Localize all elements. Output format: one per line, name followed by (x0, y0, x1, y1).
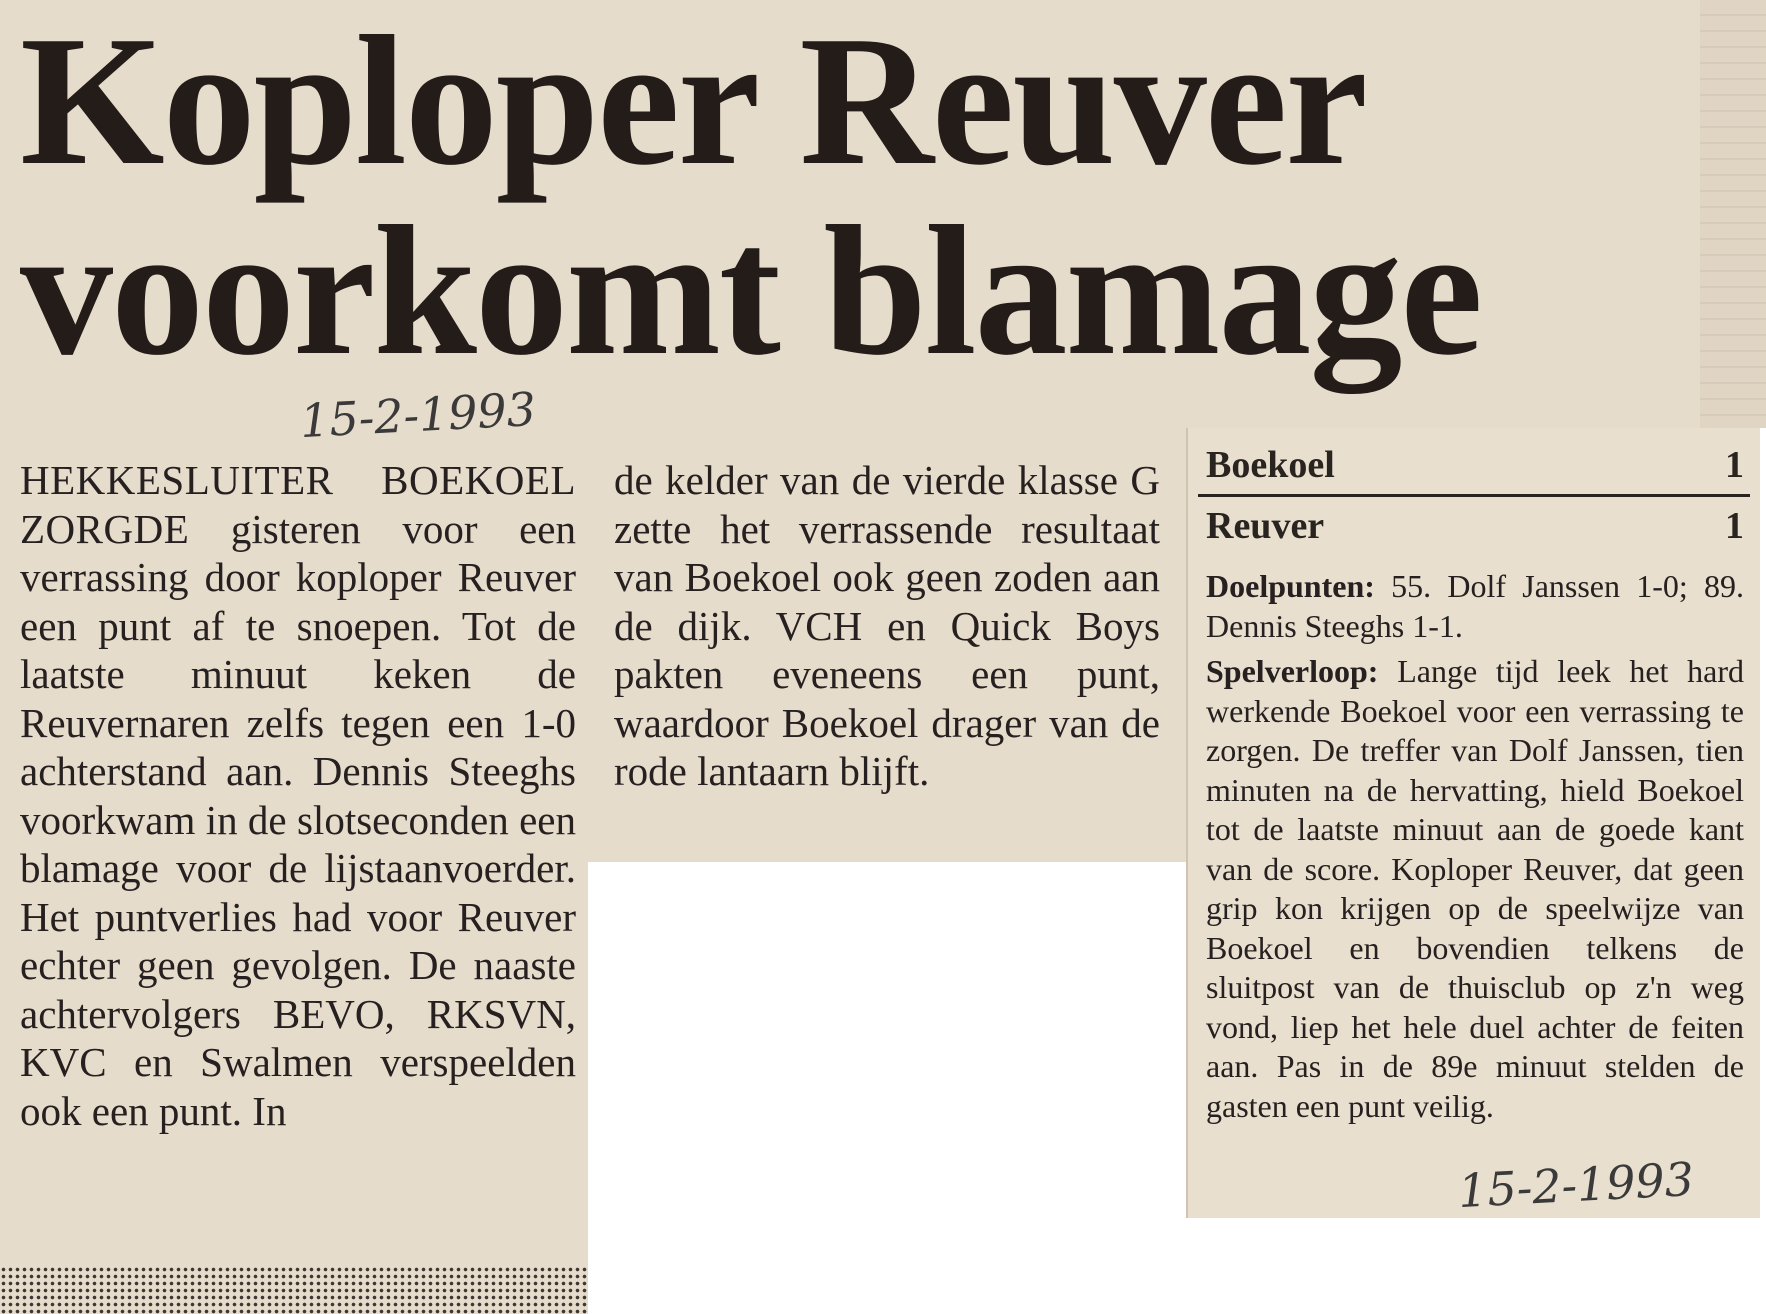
report-paragraph (1206, 652, 1744, 1126)
headline-line-1: Koploper Reuver (20, 0, 1366, 204)
halftone-border (0, 1266, 588, 1314)
away-team-score: 1 (1725, 505, 1744, 547)
goals-text: 55. Dolf Janssen 1-0; 89. Dennis Steeghs 1-1. (1206, 568, 1745, 644)
home-team-row (1198, 436, 1750, 497)
report-text: Lange tijd leek het hard werkende Boekoel voor een verrassing te zorgen. De treffer van Dolf Janssen, tien minuten na de hervatting, hield Boekoel tot de laatste minuut aan de goede kant van de score. Koploper Reuver, dat geen grip kon krijgen op de speelwijze van Boekoel en bovendien telkens de sluitpost van de thuisclub op z'n weg vond, liep het hele duel achter de feiten aan. Pas in de 89e minuut stelden de gasten een punt veilig. (1206, 653, 1745, 1124)
article-column-1-text: gisteren voor een verrassing door koploper Reuver een punt af te snoepen. Tot de laatste minuut keken de Reuvernaren zelfs tegen een 1-0 achterstand aan. Dennis Steeghs voorkwam in de slotseconden een blamage voor de lijstaanvoerder. Het puntverlies had voor Reuver echter geen gevolgen. De naaste achtervolgers BEVO, RKSVN, KVC en Swalmen verspeelden ook een punt. In (20, 505, 577, 1134)
report-label: Spelverloop: (1206, 653, 1379, 689)
handwritten-date-top: 15-2-1993 (298, 381, 538, 449)
article-column-1 (20, 456, 576, 1135)
home-team-score: 1 (1725, 444, 1744, 486)
adjacent-page-bleed (1700, 0, 1766, 430)
article-lead-caps: HEKKESLUITER BOEKOEL ZORGDE (20, 457, 576, 552)
match-details (1206, 567, 1744, 1126)
away-team-row (1198, 497, 1750, 555)
home-team-name: Boekoel (1206, 444, 1335, 486)
match-result-box (1186, 428, 1760, 1218)
goals-label: Doelpunten: (1206, 568, 1375, 604)
handwritten-date-bottom: 15-2-1993 (1456, 1151, 1696, 1219)
goals-paragraph (1206, 567, 1744, 646)
away-team-name: Reuver (1206, 505, 1325, 547)
article-column-2: de kelder van de vierde klasse G zette het verrassende resultaat van Boekoel ook geen zoden aan de dijk. VCH en Quick Boys pakten eveneens een punt, waardoor Boekoel drager van de rode lantaarn blijft. (614, 457, 1160, 794)
headline-line-2: voorkomt blamage (20, 188, 1481, 394)
